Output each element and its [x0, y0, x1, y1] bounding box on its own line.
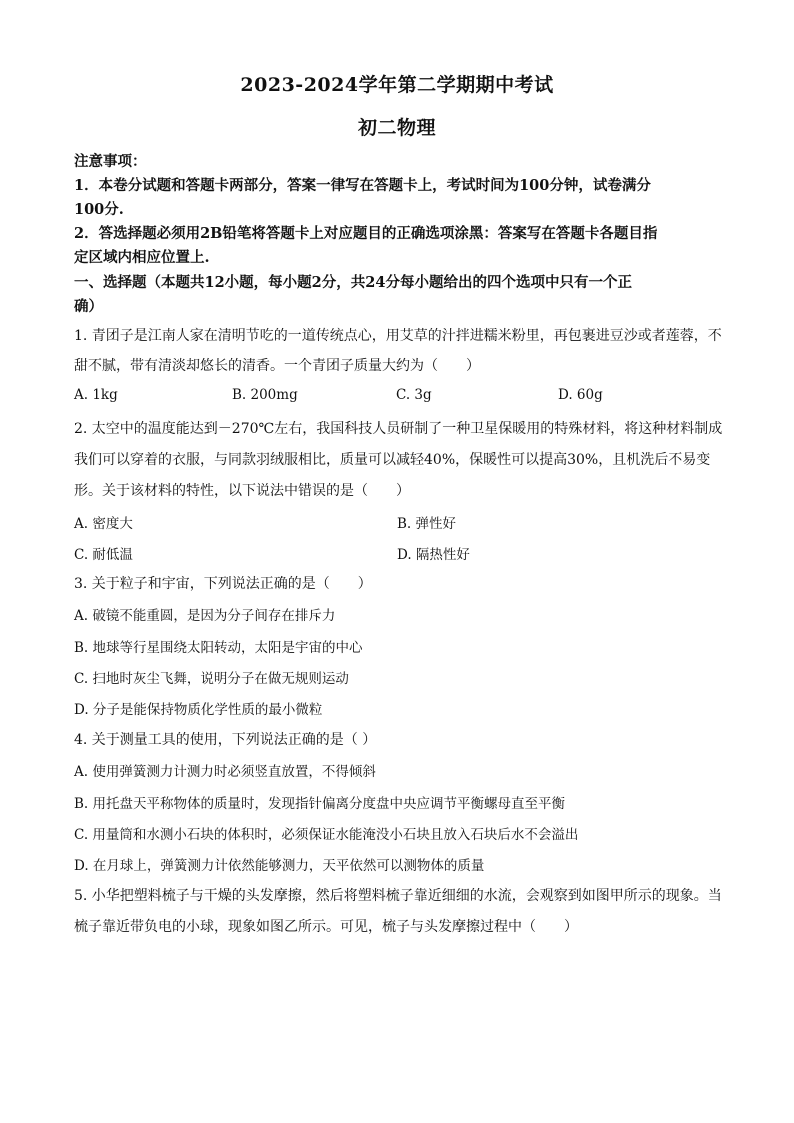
question-3-option-a: A. 破镜不能重圆，是因为分子间存在排斥力	[74, 608, 336, 624]
question-1-option-d: D. 60g	[558, 387, 603, 403]
question-4-option-d: D. 在月球上，弹簧测力计依然能够测力，天平依然可以测物体的质量	[74, 858, 485, 874]
question-2-option-a: A. 密度大	[74, 516, 133, 532]
question-2-stem-line-2: 我们可以穿着的衣服，与同款羽绒服相比，质量可以减轻40%，保暖性可以提高30%，且机洗后不易变	[74, 452, 711, 468]
question-2-stem-line-3: 形。关于该材料的特性，以下说法中错误的是（ ）	[74, 483, 410, 499]
question-1-option-b: B. 200mg	[232, 387, 298, 403]
question-4-option-a: A. 使用弹簧测力计测力时必须竖直放置，不得倾斜	[74, 764, 376, 780]
section-heading-line-2: 确）	[74, 298, 103, 315]
question-1-stem-line-1: 1. 青团子是江南人家在清明节吃的一道传统点心，用艾草的汁拌进糯米粉里，再包裹进豆沙或者莲蓉，不	[74, 328, 722, 344]
question-1-option-c: C. 3g	[396, 387, 432, 403]
question-4-stem: 4. 关于测量工具的使用，下列说法正确的是（ ）	[74, 732, 377, 748]
question-2-option-c: C. 耐低温	[74, 547, 133, 563]
exam-subject: 初二物理	[357, 117, 436, 139]
question-4-option-b: B. 用托盘天平称物体的质量时，发现指针偏离分度盘中央应调节平衡螺母直至平衡	[74, 796, 566, 812]
question-2-option-b: B. 弹性好	[397, 516, 457, 532]
question-2-stem-line-1: 2. 太空中的温度能达到－270℃左右，我国科技人员研制了一种卫星保暖用的特殊材料，将这种材料制成	[74, 421, 723, 437]
notice-item-2-line-1: 2．答选择题必须用2B铅笔将答题卡上对应题目的正确选项涂黑：答案写在答题卡各题目指	[74, 225, 658, 242]
exam-title: 2023-2024学年第二学期期中考试	[240, 74, 554, 96]
question-5-stem-line-1: 5. 小华把塑料梳子与干燥的头发摩擦，然后将塑料梳子靠近细细的水流，会观察到如图甲所示的现象。当	[74, 888, 722, 904]
question-1-option-a: A. 1kg	[74, 387, 118, 403]
question-4-option-c: C. 用量筒和水测小石块的体积时，必须保证水能淹没小石块且放入石块后水不会溢出	[74, 827, 579, 843]
notice-item-1-line-1: 1．本卷分试题和答题卡两部分，答案一律写在答题卡上，考试时间为100分钟，试卷满分	[74, 177, 651, 194]
question-3-option-c: C. 扫地时灰尘飞舞，说明分子在做无规则运动	[74, 671, 349, 687]
question-5-stem-line-2: 梳子靠近带负电的小球，现象如图乙所示。可见，梳子与头发摩擦过程中（ ）	[74, 919, 578, 935]
question-1-stem-line-2: 甜不腻，带有清淡却悠长的清香。一个青团子质量大约为（ ）	[74, 358, 480, 374]
question-3-option-b: B. 地球等行星围绕太阳转动，太阳是宇宙的中心	[74, 640, 363, 656]
section-heading-line-1: 一、选择题（本题共12小题，每小题2分，共24分每小题给出的四个选项中只有一个正	[74, 274, 632, 291]
notice-item-1-line-2: 100分.	[74, 201, 124, 218]
notice-item-2-line-2: 定区域内相应位置上.	[74, 249, 210, 266]
question-1-options	[74, 387, 724, 407]
question-2-option-d: D. 隔热性好	[397, 547, 470, 563]
question-3-stem: 3. 关于粒子和宇宙，下列说法正确的是（ ）	[74, 576, 372, 592]
notice-heading: 注意事项：	[74, 153, 147, 170]
question-3-option-d: D. 分子是能保持物质化学性质的最小微粒	[74, 702, 323, 718]
